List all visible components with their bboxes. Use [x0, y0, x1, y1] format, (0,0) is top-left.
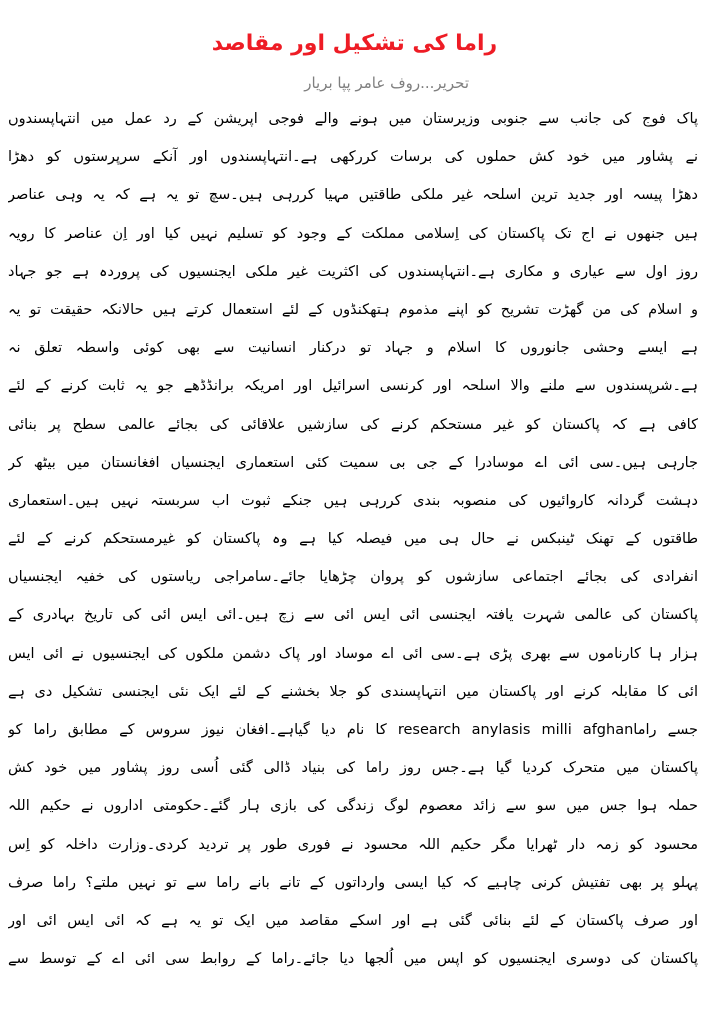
body-line: و اسلام کی من گھڑت تشریح کو اپنے مذموم ہتھکنڈوں کے لئے استعمال کرتے ہیں حالانکہ حقیقت تو یہ	[8, 301, 698, 318]
body-line: پہلو پر بھی تفتیش کرنی چاہیے کہ کیا ایسی وارداتوں کے تانے بانے راما سے تو نہیں ملتے؟ راما صرف	[8, 874, 698, 891]
body-line: انفرادی کی بجائے اجتماعی سازشوں کو پروان چڑھایا جائے۔سامراجی ریاستوں کی خفیہ ایجنسیاں	[8, 569, 698, 586]
body-line: پاکستان کی عالمی شہرت یافتہ ایجنسی ائی ایس ائی سے زچ ہیں۔ائی ایس ائی کی تاریخ بہادری کے	[8, 607, 698, 624]
article-title: راما کی تشکیل اور مقاصد	[211, 31, 498, 56]
body-line: ہیں جنھوں نے اج تک پاکستان کی اِسلامی مملکت کے وجود کو تسلیم نہیں کیا اور اِن عناصر کا رویہ	[8, 225, 698, 242]
body-line: محسود کو زمہ دار ٹھرایا مگر حکیم اللہ محسود نے فوری طور پر تردید کردی۔وزارت داخلہ کو اِس	[8, 836, 698, 853]
body-line: ہے ایسے وحشی جانوروں کا اسلام و جہاد تو درکنار انسانیت سے بھی کوئی واسطہ تعلق نہ	[8, 340, 698, 357]
body-line: حملہ ہوا جس میں سو سے زائد معصوم لوگ زندگی کی بازی ہار گئے۔حکومتی اداروں نے حکیم اللہ	[8, 798, 698, 815]
body-line: اور صرف پاکستان کے لئے بنائی گئی ہے اور اسکے مقاصد میں ایک تو یہ ہے کہ ائی ایس ائی اور	[8, 912, 698, 929]
article-body	[8, 100, 698, 978]
body-line: دہشت گردانہ کاروائیوں کی منصوبہ بندی کررہی ہیں جنکے ثبوت اب سربستہ نہیں ہیں۔استعماری	[8, 492, 698, 509]
body-line: کافی ہے کہ پاکستان کو غیر مستحکم کرنے کی سازشیں علاقائی کی بجائے عالمی سطح پر بنائی	[8, 416, 698, 433]
body-line: ہے۔شرپسندوں سے ملنے والا اسلحہ اور کرنسی اسرائیل اور امریکہ برانڈڈھے جو یہ ثابت کرنے کے لئے	[8, 378, 698, 395]
body-line: ائی کا مقابلہ کرنے اور پاکستان میں انتہاپسندی کو جلا بخشنے کے لئے ایک نئی ایجنسی تشکیل دی ہے	[8, 683, 698, 700]
body-line: نے پشاور میں خود کش حملوں کی برسات کررکھی ہے۔انتہاپسندوں اور آنکے سرپرستوں کو دھڑا	[8, 149, 698, 166]
body-line: دھڑا پیسہ اور جدید ترین اسلحہ غیر ملکی طاقتیں مہیا کررہی ہیں۔سچ تو یہ ہے کہ یہ وہی عناصر	[8, 187, 698, 204]
body-line: ہزار ہا کارناموں سے بھری پڑی ہے۔سی ائی اے موساد اور پاک دشمن ملکوں کی ایجنسیوں نے ائی ایس	[8, 645, 698, 662]
body-line: پاکستان کی دوسری ایجنسیوں کو اپس میں اُلجھا دیا جائے۔راما کے روابط سی ائی اے کے توسط سے	[8, 951, 698, 968]
body-line: طاقتوں کے تھنک ٹینبکس نے حال ہی میں فیصلہ کیا ہے وہ پاکستان کو غیرمستحکم کرنے کے لئے	[8, 531, 698, 548]
body-line: پاک فوج کی جانب سے جنوبی وزیرستان میں ہونے والے فوجی اپریشن کے رد عمل میں انتہاپسندوں	[8, 111, 698, 127]
body-line: روز اول سے عیاری و مکاری ہے۔انتہاپسندوں کی اکثریت غیر ملکی ایجنسیوں کی پروردہ ہے جو جہاد	[8, 263, 698, 280]
article-byline: تحریر...روف عامر پپا بریار	[304, 74, 469, 92]
body-line: جارہی ہیں۔سی ائی اے موسادرا کے جی بی سمیت کئی استعماری ایجنسیاں افغانستان میں بیٹھ کر	[8, 454, 698, 471]
body-line: جسے راماresearch anylasis milli afghan کا نام دیا گیاہے۔افغان نیوز سروس کے مطابق راما کو	[8, 722, 698, 738]
body-line: پاکستان میں متحرک کردیا گیا ہے۔جس روز راما کی بنیاد ڈالی گئی اُسی روز پشاور میں خود کش	[8, 760, 698, 777]
